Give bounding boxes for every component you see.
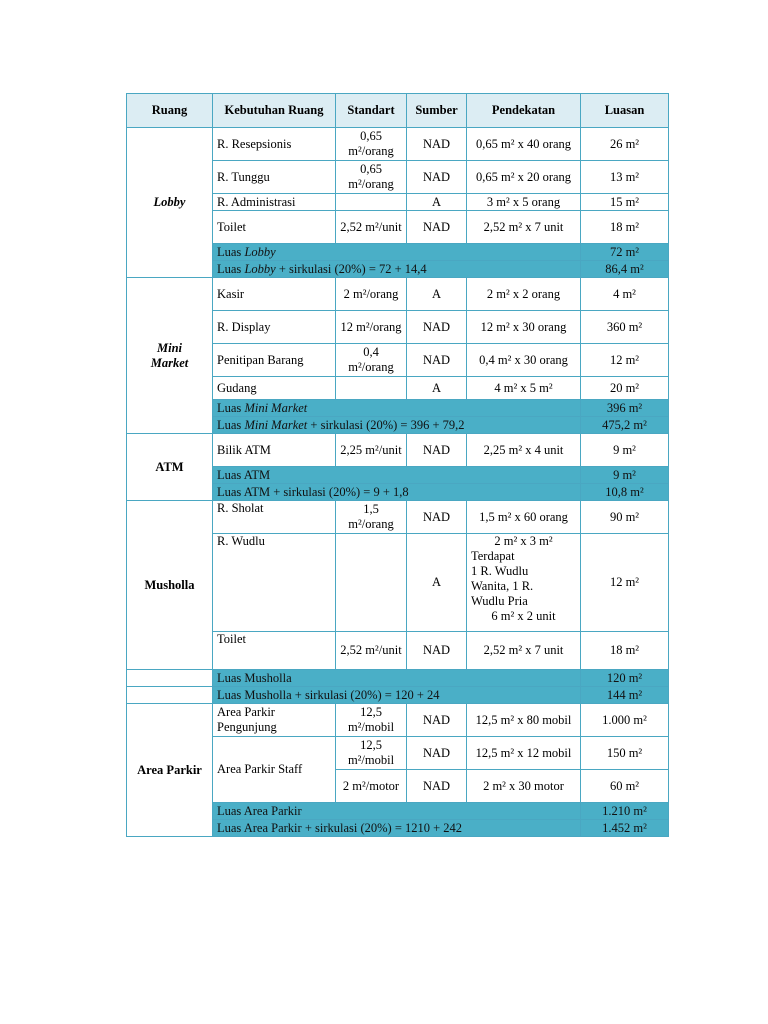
cell-luasan: 12 m²	[581, 344, 669, 377]
cell-pendekatan	[467, 534, 581, 632]
subtotal-value: 72 m²	[581, 244, 669, 261]
cell-standart: 0,65 m²/orang	[336, 161, 407, 194]
header-luasan: Luasan	[581, 94, 669, 128]
group-name: Mini Market	[150, 340, 189, 370]
cell-pendekatan: 12,5 m² x 12 mobil	[467, 737, 581, 770]
subtotal-label: Luas ATM	[213, 467, 581, 484]
subtotal-value: 9 m²	[581, 467, 669, 484]
cell-sumber: NAD	[407, 434, 467, 467]
cell-ruang: Area Parkir Pengunjung	[213, 704, 336, 737]
space-requirements-table	[126, 93, 669, 837]
cell-pendekatan: 12,5 m² x 80 mobil	[467, 704, 581, 737]
group-area-parkir: Area Parkir	[127, 704, 213, 837]
cell-sumber: NAD	[407, 128, 467, 161]
subtotal-prefix: Luas	[217, 244, 245, 259]
circulation-prefix: Luas	[217, 261, 245, 276]
circulation-value: 144 m²	[581, 687, 669, 704]
header-pendekatan: Pendekatan	[467, 94, 581, 128]
cell-sumber: A	[407, 377, 467, 400]
group-mini-market	[127, 278, 213, 434]
circulation-name: Lobby	[244, 261, 276, 276]
group-musholla: Musholla	[127, 501, 213, 670]
cell-sumber: A	[407, 534, 467, 632]
cell-ruang: Penitipan Barang	[213, 344, 336, 377]
cell-ruang: Toilet	[213, 211, 336, 244]
cell-standart: 2,25 m²/unit	[336, 434, 407, 467]
circulation-value: 10,8 m²	[581, 484, 669, 501]
cell-pendekatan: 0,65 m² x 40 orang	[467, 128, 581, 161]
header-kebutuhan-ruang: Kebutuhan Ruang	[213, 94, 336, 128]
cell-luasan: 9 m²	[581, 434, 669, 467]
subtotal-prefix: Luas	[217, 400, 245, 415]
cell-luasan: 18 m²	[581, 632, 669, 670]
cell-ruang: R. Display	[213, 311, 336, 344]
cell-pendekatan: 2,52 m² x 7 unit	[467, 632, 581, 670]
circulation-suffix: + sirkulasi (20%) = 396 + 79,2	[307, 417, 465, 432]
pendekatan-line: Wanita, 1 R.	[471, 579, 534, 593]
header-ruang: Ruang	[127, 94, 213, 128]
subtotal-label	[213, 400, 581, 417]
pendekatan-line: Wudlu Pria	[471, 594, 528, 608]
circulation-value: 1.452 m²	[581, 820, 669, 837]
cell-luasan: 20 m²	[581, 377, 669, 400]
cell-ruang: Toilet	[213, 632, 336, 670]
cell-standart	[336, 534, 407, 632]
cell-sumber: NAD	[407, 344, 467, 377]
cell-ruang: R. Tunggu	[213, 161, 336, 194]
table-row	[127, 128, 669, 161]
subtotal-name: Mini Market	[244, 400, 308, 415]
cell-luasan: 12 m²	[581, 534, 669, 632]
cell-sumber: NAD	[407, 737, 467, 770]
subtotal-label: Luas Area Parkir	[213, 803, 581, 820]
cell-luasan: 360 m²	[581, 311, 669, 344]
subtotal-value: 1.210 m²	[581, 803, 669, 820]
circulation-row	[127, 687, 669, 704]
cell-standart: 2,52 m²/unit	[336, 632, 407, 670]
header-standart: Standart	[336, 94, 407, 128]
cell-pendekatan: 2,52 m² x 7 unit	[467, 211, 581, 244]
cell-standart: 0,4 m²/orang	[336, 344, 407, 377]
circulation-label: Luas Musholla + sirkulasi (20%) = 120 + 24	[213, 687, 581, 704]
subtotal-label	[213, 244, 581, 261]
cell-pendekatan: 2 m² x 30 motor	[467, 770, 581, 803]
cell-pendekatan: 2,25 m² x 4 unit	[467, 434, 581, 467]
cell-ruang: Area Parkir Staff	[213, 737, 336, 803]
cell-sumber: A	[407, 278, 467, 311]
pendekatan-line: 1 R. Wudlu	[471, 564, 529, 578]
cell-pendekatan: 12 m² x 30 orang	[467, 311, 581, 344]
table-row	[127, 434, 669, 467]
table-row	[127, 704, 669, 737]
cell-standart	[336, 377, 407, 400]
cell-pendekatan: 4 m² x 5 m²	[467, 377, 581, 400]
pendekatan-line: Terdapat	[471, 549, 515, 563]
group-atm: ATM	[127, 434, 213, 501]
cell-luasan: 26 m²	[581, 128, 669, 161]
cell-ruang: R. Resepsionis	[213, 128, 336, 161]
cell-ruang: R. Administrasi	[213, 194, 336, 211]
subtotal-name: Lobby	[244, 244, 276, 259]
cell-luasan: 13 m²	[581, 161, 669, 194]
cell-luasan: 60 m²	[581, 770, 669, 803]
header-sumber: Sumber	[407, 94, 467, 128]
cell-standart: 12,5 m²/mobil	[336, 704, 407, 737]
cell-sumber: NAD	[407, 704, 467, 737]
circulation-label	[213, 417, 581, 434]
cell-luasan: 4 m²	[581, 278, 669, 311]
pendekatan-line: 2 m² x 3 m²	[494, 534, 553, 548]
circulation-value: 475,2 m²	[581, 417, 669, 434]
cell-ruang: Kasir	[213, 278, 336, 311]
cell-luasan: 1.000 m²	[581, 704, 669, 737]
cell-luasan: 90 m²	[581, 501, 669, 534]
cell-standart: 2 m²/motor	[336, 770, 407, 803]
cell-sumber: NAD	[407, 770, 467, 803]
cell-pendekatan: 2 m² x 2 orang	[467, 278, 581, 311]
cell-standart: 0,65 m²/orang	[336, 128, 407, 161]
table-row	[127, 278, 669, 311]
cell-sumber: NAD	[407, 211, 467, 244]
circulation-label: Luas Area Parkir + sirkulasi (20%) = 1210 + 242	[213, 820, 581, 837]
cell-luasan: 15 m²	[581, 194, 669, 211]
header-row	[127, 94, 669, 128]
cell-standart: 12,5 m²/mobil	[336, 737, 407, 770]
cell-ruang: R. Wudlu	[213, 534, 336, 632]
cell-luasan: 18 m²	[581, 211, 669, 244]
pendekatan-line: 6 m² x 2 unit	[491, 609, 556, 623]
cell-sumber: NAD	[407, 311, 467, 344]
cell-sumber: NAD	[407, 501, 467, 534]
cell-ruang: R. Sholat	[213, 501, 336, 534]
cell-luasan: 150 m²	[581, 737, 669, 770]
group-lobby: Lobby	[127, 128, 213, 278]
circulation-prefix: Luas	[217, 417, 245, 432]
circulation-value: 86,4 m²	[581, 261, 669, 278]
cell-standart	[336, 194, 407, 211]
table-row	[127, 501, 669, 534]
cell-pendekatan: 3 m² x 5 orang	[467, 194, 581, 211]
cell-sumber: NAD	[407, 161, 467, 194]
empty-cell	[127, 670, 213, 687]
cell-sumber: A	[407, 194, 467, 211]
circulation-label	[213, 261, 581, 278]
empty-cell	[127, 687, 213, 704]
cell-standart: 12 m²/orang	[336, 311, 407, 344]
cell-standart: 2 m²/orang	[336, 278, 407, 311]
cell-pendekatan: 0,4 m² x 30 orang	[467, 344, 581, 377]
subtotal-value: 396 m²	[581, 400, 669, 417]
cell-pendekatan: 0,65 m² x 20 orang	[467, 161, 581, 194]
cell-pendekatan: 1,5 m² x 60 orang	[467, 501, 581, 534]
subtotal-row	[127, 670, 669, 687]
circulation-name: Mini Market	[244, 417, 308, 432]
cell-sumber: NAD	[407, 632, 467, 670]
cell-ruang: Gudang	[213, 377, 336, 400]
cell-standart: 2,52 m²/unit	[336, 211, 407, 244]
circulation-suffix: + sirkulasi (20%) = 72 + 14,4	[275, 261, 427, 276]
subtotal-value: 120 m²	[581, 670, 669, 687]
circulation-label: Luas ATM + sirkulasi (20%) = 9 + 1,8	[213, 484, 581, 501]
subtotal-label: Luas Musholla	[213, 670, 581, 687]
cell-standart: 1,5 m²/orang	[336, 501, 407, 534]
cell-ruang: Bilik ATM	[213, 434, 336, 467]
